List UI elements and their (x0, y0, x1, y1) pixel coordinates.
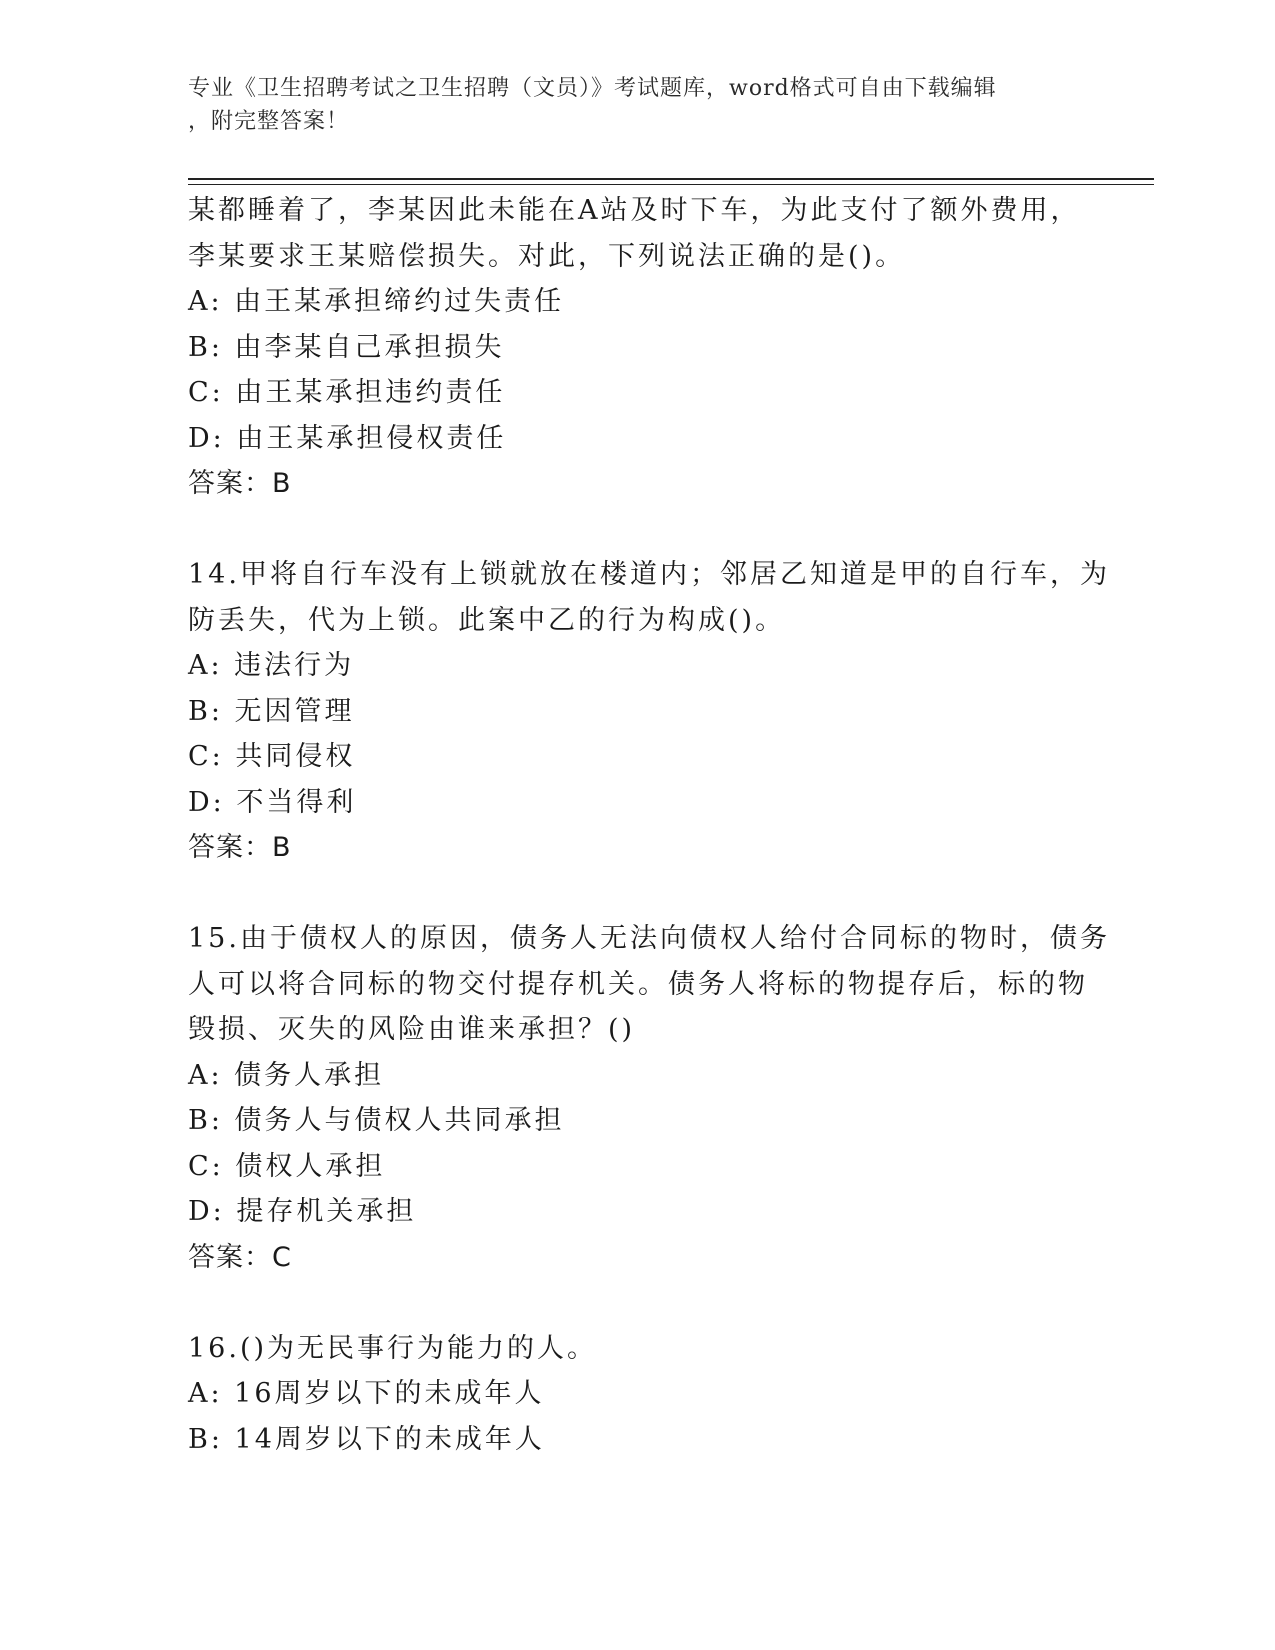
header-line-1: 专业《卫生招聘考试之卫生招聘（文员）》考试题库，word格式可自由下载编辑 (188, 76, 997, 101)
option-a: A: 由王某承担缔约过失责任 (188, 286, 565, 317)
question-stem-line: 毁损、灭失的风险由谁来承担？() (188, 1014, 636, 1045)
header-rule-thin (188, 184, 1154, 185)
option-c: C: 共同侵权 (188, 741, 356, 772)
option-a: A: 债务人承担 (188, 1059, 385, 1091)
question-stem-line: 防丢失，代为上锁。此案中乙的行为构成()。 (188, 604, 786, 636)
header-line-2: ，附完整答案！ (188, 109, 350, 134)
question-stem-line: 李某要求王某赔偿损失。对此，下列说法正确的是()。 (188, 240, 906, 272)
answer-line: 答案：B (188, 832, 292, 863)
question-14 (188, 552, 1110, 871)
question-stem-line: 人可以将合同标的物交付提存机关。债务人将标的物提存后，标的物 (188, 968, 1088, 1000)
option-b: B: 无因管理 (188, 695, 355, 727)
option-d: D: 提存机关承担 (188, 1196, 417, 1227)
question-15 (188, 916, 1110, 1280)
option-c: C: 债权人承担 (188, 1150, 386, 1182)
header-rule-thick (188, 178, 1154, 180)
question-list (188, 188, 1110, 1462)
option-d: D: 不当得利 (188, 786, 357, 818)
option-b: B: 债务人与债权人共同承担 (188, 1105, 565, 1136)
question-stem-line: 16.()为无民事行为能力的人。 (188, 1332, 598, 1364)
option-a: A: 违法行为 (188, 650, 355, 681)
question-stem-line: 某都睡着了，李某因此未能在A站及时下车，为此支付了额外费用， (188, 195, 1081, 226)
option-b: B: 14周岁以下的未成年人 (188, 1423, 545, 1455)
option-b: B: 由李某自己承担损失 (188, 331, 505, 363)
question-16 (188, 1326, 1088, 1463)
answer-line: 答案：B (188, 468, 292, 499)
spacer (188, 507, 1088, 553)
option-a: A: 16周岁以下的未成年人 (188, 1378, 545, 1409)
answer-line: 答案：C (188, 1241, 292, 1273)
question-13 (188, 188, 1088, 507)
option-d: D: 由王某承担侵权责任 (188, 422, 507, 454)
spacer (188, 871, 1088, 917)
question-stem-line: 15.由于债权人的原因，债务人无法向债权人给付合同标的物时，债务 (188, 923, 1110, 954)
spacer (188, 1280, 1088, 1326)
page-header (188, 72, 1068, 138)
option-c: C: 由王某承担违约责任 (188, 377, 506, 408)
question-stem-line: 14.甲将自行车没有上锁就放在楼道内；邻居乙知道是甲的自行车，为 (188, 559, 1110, 590)
